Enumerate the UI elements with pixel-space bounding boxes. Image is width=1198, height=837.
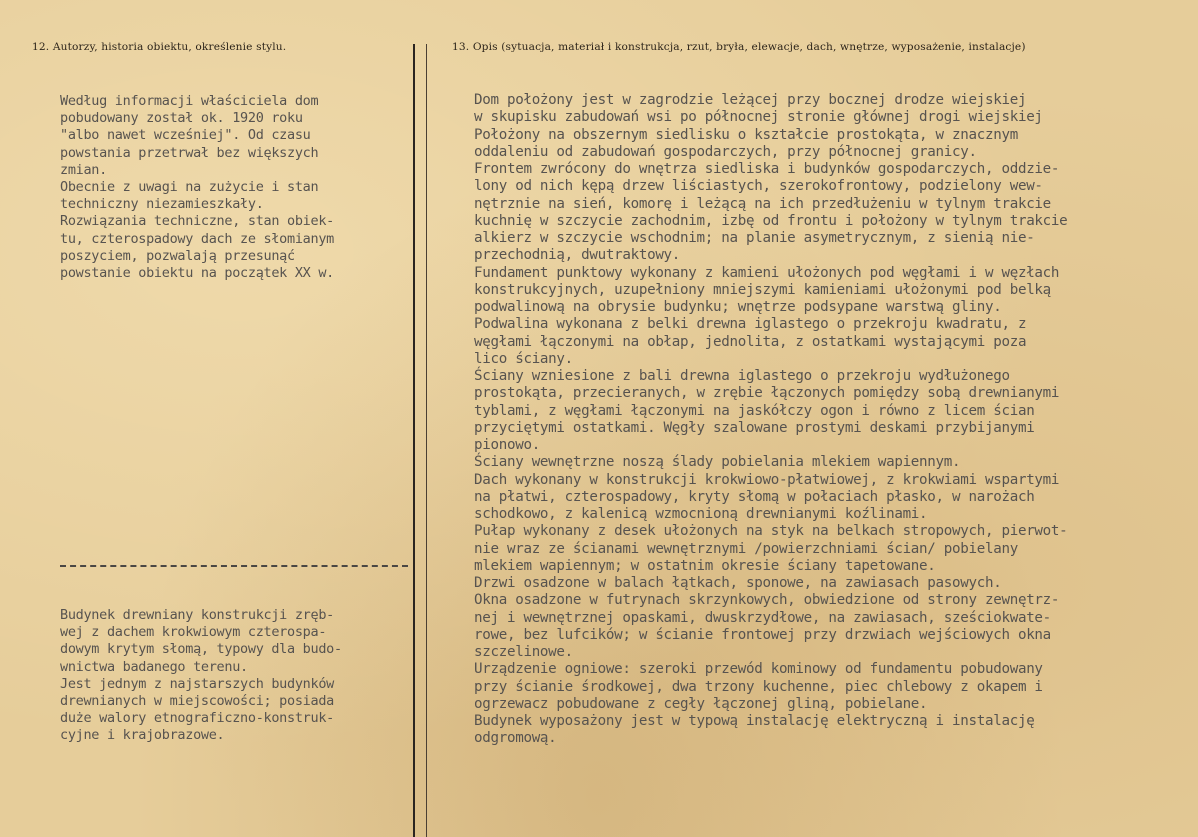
text-line: drewnianych w miejscowości; posiada: [60, 693, 334, 710]
text-line: Jest jednym z najstarszych budynków: [60, 675, 334, 692]
text-line: szczelinowe.: [474, 644, 573, 660]
text-line: dowym krytym słomą, typowy dla budo-: [60, 641, 342, 658]
text-line: Według informacji właściciela dom: [60, 93, 319, 109]
text-line: Frontem zwrócony do wnętrza siedliska i budynków gospodarczych, oddzie-: [474, 161, 1060, 177]
column-divider: [413, 44, 415, 837]
text-line: podwalinową na obrysie budynku; wnętrze podsypane warstwą gliny.: [474, 299, 1002, 315]
text-line: węgłami łączonymi na obłap, jednolita, z ostatkami wystającymi poza: [474, 333, 1027, 350]
text-line: odgromową.: [474, 730, 557, 747]
style-text-block: [60, 607, 342, 745]
text-line: w skupisku zabudowań wsi po północnej stronie głównej drogi wiejskiej: [474, 109, 1043, 126]
text-line: Pułap wykonany z desek ułożonych na styk na belkach stropowych, pierwot-: [474, 523, 1068, 540]
text-line: Podwalina wykonana z belki drewna iglastego o przekroju kwadratu, z: [474, 316, 1027, 333]
section-12-heading: 12. Autorzy, historia obiektu, określenie stylu.: [32, 41, 287, 53]
text-line: Ściany wewnętrzne noszą ślady pobielania mlekiem wapiennym.: [474, 454, 961, 471]
text-line: poszyciem, pozwalają przesunąć: [60, 247, 295, 264]
dashed-separator: [60, 565, 408, 567]
text-line: Fundament punktowy wykonany z kamieni ułożonych pod węgłami i w węzłach: [474, 264, 1060, 281]
text-line: Ściany wzniesione z bali drewna iglastego o przekroju wydłużonego: [474, 368, 1010, 384]
text-line: nej i wewnętrznej opaskami, dwuskrzydłowe, na zawiasach, sześciokwate-: [474, 609, 1051, 626]
text-line: alkierz w szczycie wschodnim; na planie asymetrycznym, z sienią nie-: [474, 230, 1035, 246]
text-line: pobudowany został ok. 1920 roku: [60, 110, 303, 127]
text-line: nie wraz ze ścianami wewnętrznymi /powierzchniami ścian/ pobielany: [474, 540, 1018, 557]
text-line: wnictwa badanego terenu.: [60, 658, 248, 675]
text-line: zmian.: [60, 161, 107, 178]
text-line: prostokąta, przecieranych, w zrębie łączonych pomiędzy sobą drewnianymi: [474, 385, 1060, 402]
text-line: techniczny niezamieszkały.: [60, 196, 264, 213]
text-line: powstanie obiektu na początek XX w.: [60, 265, 334, 282]
text-line: przechodnią, dwutraktowy.: [474, 247, 681, 264]
text-line: rowe, bez lufcików; w ścianie frontowej przy drzwiach wejściowych okna: [474, 626, 1051, 643]
text-line: "albo nawet wcześniej". Od czasu: [60, 127, 311, 144]
text-line: Okna osadzone w futrynach skrzynkowych, obwiedzione od strony zewnętrz-: [474, 592, 1060, 609]
text-line: Budynek drewniany konstrukcji zręb-: [60, 607, 334, 623]
text-line: Dach wykonany w konstrukcji krokwiowo-płatwiowej, z krokwiami wspartymi: [474, 471, 1060, 488]
text-line: kuchnię w szczycie zachodnim, izbę od frontu i położony w tylnym trakcie: [474, 212, 1068, 229]
text-line: Obecnie z uwagi na zużycie i stan: [60, 179, 319, 196]
text-line: tu, czterospadowy dach ze słomianym: [60, 230, 334, 247]
text-line: Urządzenie ogniowe: szeroki przewód kominowy od fundamentu pobudowany: [474, 661, 1043, 678]
text-line: wej z dachem krokwiowym czterospa-: [60, 624, 327, 641]
text-line: lony od nich kępą drzew liściastych, szerokofrontowy, podzielony wew-: [474, 178, 1043, 195]
text-line: ogrzewacz pobudowane z cegły łączonej gliną, pobielane.: [474, 695, 928, 712]
history-text-block: [60, 93, 334, 282]
text-line: przyciętymi ostatkami. Węgły szalowane prostymi deskami przybijanymi: [474, 419, 1035, 436]
text-line: Położony na obszernym siedlisku o kształcie prostokąta, w znacznym: [474, 126, 1018, 143]
text-line: przy ścianie środkowej, dwa trzony kuchenne, piec chlebowy z okapem i: [474, 678, 1043, 695]
description-text-block: [474, 92, 1067, 748]
text-line: duże walory etnograficzno-konstruk-: [60, 710, 334, 727]
text-line: oddaleniu od zabudowań gospodarczych, przy północnej granicy.: [474, 143, 977, 160]
column-divider-thin: [426, 44, 427, 837]
text-line: mlekiem wapiennym; w ostatnim okresie ściany tapetowane.: [474, 557, 936, 574]
text-line: na płatwi, czterospadowy, kryty słomą w połaciach płasko, w narożach: [474, 488, 1035, 505]
text-line: Dom położony jest w zagrodzie leżącej przy bocznej drodze wiejskiej: [474, 92, 1027, 108]
text-line: lico ściany.: [474, 350, 573, 367]
text-line: schodkowo, z kalenicą wzmocnioną drewnianymi koźlinami.: [474, 506, 928, 522]
text-line: Rozwiązania techniczne, stan obiek-: [60, 213, 334, 230]
text-line: cyjne i krajobrazowe.: [60, 727, 225, 744]
text-line: Budynek wyposażony jest w typową instalację elektryczną i instalację: [474, 713, 1035, 729]
text-line: powstania przetrwał bez większych: [60, 144, 319, 161]
text-line: Drzwi osadzone w balach łątkach, sponowe, na zawiasach pasowych.: [474, 575, 1002, 591]
text-line: nętrznie na sień, komorę i leżącą na ich przedłużeniu w tylnym trakcie: [474, 195, 1051, 212]
text-line: konstrukcyjnych, uzupełniony mniejszymi kamieniami ułożonymi pod belką: [474, 281, 1051, 298]
text-line: tyblami, z węgłami łączonymi na jaskółczy ogon i równo z licem ścian: [474, 402, 1035, 419]
section-13-heading: 13. Opis (sytuacja, materiał i konstrukcja, rzut, bryła, elewacje, dach, wnętrze, wyposażenie, instalacje): [452, 41, 1026, 53]
text-line: pionowo.: [474, 437, 540, 453]
